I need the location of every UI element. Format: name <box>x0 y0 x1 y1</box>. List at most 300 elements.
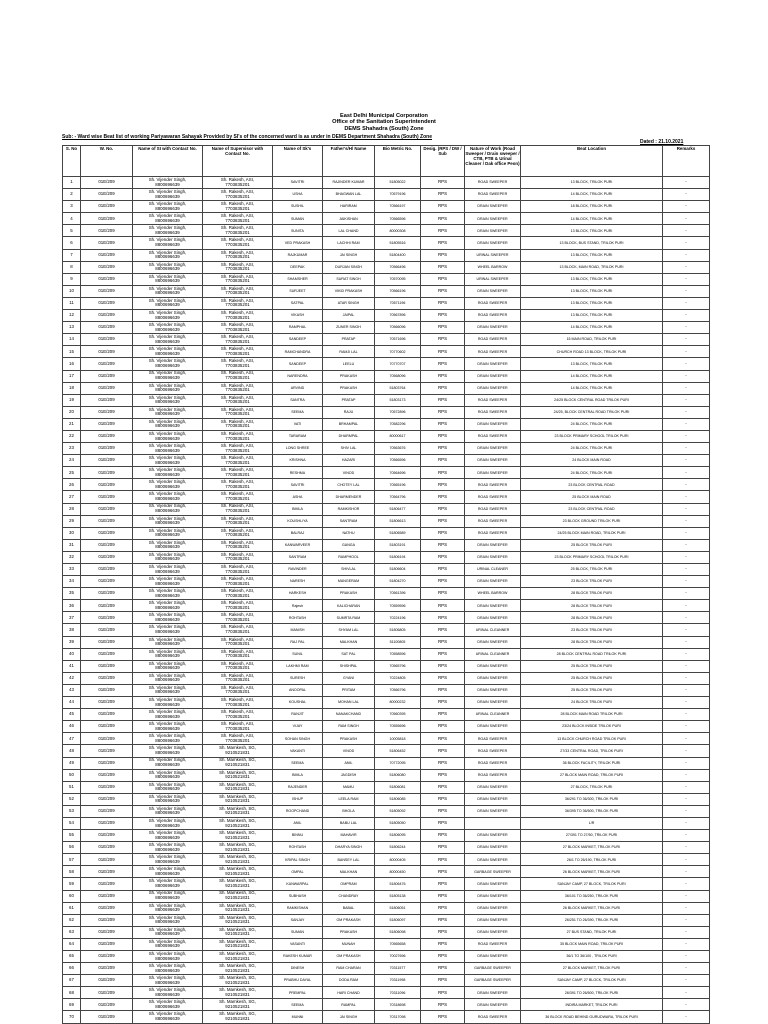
designation-cell-text: RPS <box>437 735 448 741</box>
beat-location-cell-text: 36/395 TO 36/500, TRILOK PURI <box>564 809 619 814</box>
supervisor-cell-text: Sh. Rakesh, ASI, <box>220 189 255 195</box>
father-name-cell-text: JAIKISHAN <box>339 216 358 221</box>
nature-of-work-cell-text: ROAD SWEEPER <box>477 180 508 185</box>
father-name-cell <box>323 285 375 297</box>
biometric-cell-text: 70772095 <box>389 760 406 765</box>
father-name-cell-text: ATAR SINGH <box>337 301 360 306</box>
remarks-cell <box>663 745 710 757</box>
father-name-cell-text: RAMKISHOR <box>337 506 360 511</box>
ward-no-cell-text: 01E/209 <box>98 687 115 693</box>
nature-of-work-cell <box>465 999 521 1011</box>
sk-name-cell <box>273 914 323 926</box>
supervisor-cell-text: Sh. Rakesh, ASI, <box>220 297 255 303</box>
nature-of-work-cell <box>465 636 521 648</box>
nature-of-work-cell-text: DRAIN SWEEPER <box>477 603 508 608</box>
supervisor-cell-text: Sh. Mamkesh, SG, <box>219 950 256 956</box>
sk-name-cell-text: PREMPAL <box>289 990 306 995</box>
serial-no-cell-text: 48 <box>69 747 74 753</box>
ward-no-cell-text: 01E/209 <box>98 590 115 596</box>
serial-no-cell-text: 4 <box>70 215 73 221</box>
remarks-cell-text: - <box>685 735 687 741</box>
remarks-cell-text: - <box>685 904 687 910</box>
designation-cell-text: RPS <box>437 1013 448 1019</box>
si-cell <box>133 334 203 346</box>
si-cell <box>133 443 203 455</box>
nature-of-work-cell-text: DRAIN SWEEPER <box>477 724 508 729</box>
sk-name-cell-text: KANWARPAL <box>286 881 309 886</box>
supervisor-cell <box>203 660 273 672</box>
nature-of-work-cell-text: ROAD SWEEPER <box>477 530 508 535</box>
biometric-cell <box>375 805 421 817</box>
remarks-cell-text: - <box>685 1013 687 1019</box>
sk-name-cell <box>273 672 323 684</box>
remarks-cell <box>663 249 710 261</box>
nature-of-work-cell <box>465 926 521 938</box>
beat-location-cell <box>521 394 663 406</box>
designation-cell-text: RPS <box>437 481 448 487</box>
remarks-cell <box>663 527 710 539</box>
si-cell <box>133 636 203 648</box>
sk-name-cell <box>273 951 323 963</box>
serial-no-cell-text: 51 <box>69 783 74 789</box>
biometric-cell-text: 51806051 <box>389 905 406 910</box>
supervisor-cell <box>203 721 273 733</box>
remarks-cell <box>663 793 710 805</box>
nature-of-work-cell-text: DRAIN SWEEPER <box>477 784 508 789</box>
remarks-cell-text: - <box>685 276 687 281</box>
si-cell-text: 8800696639 <box>155 544 180 550</box>
designation-cell-text: RPS <box>437 433 448 439</box>
table-row <box>63 527 710 539</box>
table-row <box>63 515 710 527</box>
si-cell-text: Sh. Vijender Singh, <box>148 709 187 715</box>
nature-of-work-cell-text: DRAIN SWEEPER <box>477 361 508 366</box>
designation-cell <box>421 588 465 600</box>
sk-name-cell-text: SEEMA <box>291 410 304 415</box>
remarks-cell <box>663 987 710 999</box>
biometric-cell-text: 70571196 <box>389 301 406 306</box>
ward-no-cell <box>81 322 133 334</box>
ward-no-cell <box>81 769 133 781</box>
supervisor-cell-text: 9210521831 <box>225 919 250 925</box>
si-cell <box>133 285 203 297</box>
nature-of-work-cell-text: GARBAGE SWEEPER <box>474 978 511 983</box>
serial-no-cell-text: 27 <box>69 493 74 499</box>
serial-no-cell <box>63 346 81 358</box>
beat-location-cell <box>521 418 663 430</box>
nature-of-work-cell-text: ROAD SWEEPER <box>477 760 508 765</box>
designation-cell-text: RPS <box>437 288 448 294</box>
supervisor-cell-text: 9210521831 <box>225 1016 250 1022</box>
father-name-cell <box>323 975 375 987</box>
table-row <box>63 213 710 225</box>
serial-no-cell-text: 26 <box>69 481 74 487</box>
designation-cell-text: RPS <box>437 820 448 826</box>
remarks-cell <box>663 467 710 479</box>
designation-cell-text: RPS <box>437 590 448 596</box>
si-cell-text: 8800696639 <box>155 375 180 381</box>
remarks-cell <box>663 648 710 660</box>
ward-no-cell-text: 01E/209 <box>98 796 115 802</box>
table-row <box>63 237 710 249</box>
serial-no-cell-text: 3 <box>70 203 73 209</box>
sk-name-cell <box>273 697 323 709</box>
designation-cell-text: RPS <box>437 783 448 789</box>
father-name-cell-text: LEELU <box>342 361 355 366</box>
ward-no-cell <box>81 975 133 987</box>
biometric-cell-text: 80000232 <box>389 700 406 705</box>
si-cell <box>133 418 203 430</box>
father-name-cell-text: RAM SINGH <box>338 724 359 729</box>
ward-no-cell <box>81 394 133 406</box>
si-cell <box>133 394 203 406</box>
biometric-cell <box>375 358 421 370</box>
designation-cell <box>421 854 465 866</box>
father-name-cell-text: DURJAN SINGH <box>335 264 362 269</box>
si-cell-text: 8800696639 <box>155 423 180 429</box>
supervisor-cell-text: 7703835201 <box>225 266 250 272</box>
ward-no-cell-text: 01E/209 <box>98 1013 115 1019</box>
remarks-cell <box>663 418 710 430</box>
si-cell <box>133 491 203 503</box>
sk-name-cell-text: KOUSHAL <box>288 700 307 705</box>
beat-location-cell-text: 24 BLOCK, TRILOK PURI <box>570 470 613 475</box>
sk-name-cell <box>273 890 323 902</box>
father-name-cell-text: SHIVLAL <box>341 567 356 572</box>
supervisor-cell <box>203 539 273 551</box>
beat-location-cell <box>521 745 663 757</box>
beat-location-cell <box>521 527 663 539</box>
designation-cell-text: RPS <box>437 203 448 209</box>
nature-of-work-cell-text: URINAL CLEANNER <box>475 651 510 656</box>
nature-of-work-cell <box>465 890 521 902</box>
biometric-cell-text: 70224196 <box>389 615 406 620</box>
father-name-cell-text: LEELA RAM <box>338 797 359 802</box>
beat-location-cell-text: 27/33 CENTRAL ROAD, TRILOK PURI <box>560 748 623 753</box>
supervisor-cell-text: 7703835201 <box>225 350 250 356</box>
supervisor-cell <box>203 527 273 539</box>
father-name-cell <box>323 914 375 926</box>
ward-no-cell <box>81 285 133 297</box>
designation-cell <box>421 660 465 672</box>
ward-no-cell <box>81 926 133 938</box>
si-cell-text: Sh. Vijender Singh, <box>148 745 187 751</box>
beat-location-cell <box>521 842 663 854</box>
remarks-cell <box>663 576 710 588</box>
beat-location-cell <box>521 346 663 358</box>
father-name-cell <box>323 503 375 515</box>
biometric-cell <box>375 467 421 479</box>
supervisor-cell-text: Sh. Rakesh, ASI, <box>220 382 255 388</box>
biometric-cell <box>375 249 421 261</box>
sk-name-cell <box>273 684 323 696</box>
si-cell-text: 8800696639 <box>155 943 180 949</box>
nature-of-work-cell <box>465 273 521 285</box>
si-cell <box>133 890 203 902</box>
supervisor-cell <box>203 624 273 636</box>
remarks-cell-text: - <box>685 251 687 257</box>
supervisor-cell-text: 7703835201 <box>225 471 250 477</box>
si-cell-text: Sh. Vijender Singh, <box>148 503 187 509</box>
supervisor-cell <box>203 648 273 660</box>
si-cell-text: 8800696639 <box>155 810 180 816</box>
nature-of-work-cell <box>465 672 521 684</box>
father-name-cell-text: SHIV LAL <box>340 446 357 451</box>
designation-cell <box>421 285 465 297</box>
sk-name-cell-text: RAMKISHAN <box>286 905 309 910</box>
supervisor-cell <box>203 249 273 261</box>
ward-no-cell-text: 01E/209 <box>98 638 115 644</box>
ward-no-cell-text: 01E/209 <box>98 336 115 342</box>
table-row <box>63 721 710 733</box>
remarks-cell <box>663 878 710 890</box>
ward-no-cell <box>81 636 133 648</box>
table-row <box>63 551 710 563</box>
supervisor-cell <box>203 322 273 334</box>
si-cell-text: 8800696639 <box>155 483 180 489</box>
biometric-cell <box>375 830 421 842</box>
supervisor-cell-text: Sh. Mamkesh, SG, <box>219 817 256 823</box>
table-row <box>63 830 710 842</box>
ward-no-cell-text: 01E/209 <box>98 288 115 294</box>
supervisor-cell-text: Sh. Mamkesh, SG, <box>219 902 256 908</box>
serial-no-cell-text: 41 <box>69 663 74 668</box>
designation-cell <box>421 914 465 926</box>
father-name-cell <box>323 455 375 467</box>
si-cell <box>133 467 203 479</box>
dated-line: Dated : 21.10.2021 <box>640 139 684 145</box>
si-cell <box>133 588 203 600</box>
nature-of-work-cell-text: WHEEL BARROW <box>477 264 508 269</box>
serial-no-cell-text: 53 <box>69 808 74 814</box>
si-cell-text: 8800696639 <box>155 907 180 913</box>
remarks-cell-text: - <box>685 796 687 802</box>
supervisor-cell-text: 7703835201 <box>225 604 250 610</box>
sk-name-cell-text: HARKESH <box>288 591 307 596</box>
si-cell-text: Sh. Vijender Singh, <box>148 842 187 848</box>
si-cell <box>133 503 203 515</box>
table-row <box>63 624 710 636</box>
beat-location-cell <box>521 334 663 346</box>
sk-name-cell <box>273 370 323 382</box>
sk-name-cell-text: NARENDRA <box>287 373 308 378</box>
father-name-cell <box>323 1011 375 1023</box>
si-cell <box>133 346 203 358</box>
si-cell-text: Sh. Vijender Singh, <box>148 999 187 1005</box>
nature-of-work-cell-text: ROAD SWEEPER <box>477 397 508 402</box>
si-cell-text: Sh. Vijender Singh, <box>148 648 187 654</box>
supervisor-cell-text: Sh. Rakesh, ASI, <box>220 249 255 255</box>
si-cell-text: 8800696639 <box>155 278 180 284</box>
father-name-cell-text: MALKHAN <box>339 869 358 874</box>
table-row <box>63 177 710 189</box>
designation-cell-text: RPS <box>437 191 448 197</box>
serial-no-cell-text: 32 <box>69 554 74 560</box>
sk-name-cell <box>273 636 323 648</box>
sk-name-cell <box>273 322 323 334</box>
table-row <box>63 878 710 890</box>
beat-location-cell <box>521 636 663 648</box>
biometric-cell <box>375 926 421 938</box>
beat-location-cell-text: SANJAY CAMP, 27 BLOCK, TRILOK PURI <box>557 978 626 983</box>
supervisor-cell-text: Sh. Mamkesh, SG, <box>219 769 256 775</box>
biometric-cell <box>375 370 421 382</box>
table-row <box>63 963 710 975</box>
supervisor-cell-text: 7703835201 <box>225 314 250 320</box>
nature-of-work-cell <box>465 854 521 866</box>
remarks-cell <box>663 539 710 551</box>
ward-no-cell <box>81 491 133 503</box>
beat-location-cell <box>521 551 663 563</box>
beat-location-cell-text: 28 BLOCK TRILOK PURI <box>571 639 612 644</box>
sk-name-cell-text: SANTRA <box>290 397 305 402</box>
ward-no-cell-text: 01E/209 <box>98 904 115 910</box>
remarks-cell-text: - <box>685 687 687 693</box>
remarks-cell <box>663 757 710 769</box>
sk-name-cell <box>273 817 323 829</box>
nature-of-work-cell <box>465 418 521 430</box>
sk-name-cell-text: NARESH <box>290 579 305 584</box>
biometric-cell <box>375 854 421 866</box>
biometric-cell-text: 51805022 <box>389 180 406 185</box>
remarks-cell-text: - <box>685 263 687 269</box>
father-name-cell-text: MUNAH <box>341 942 356 947</box>
designation-cell <box>421 418 465 430</box>
supervisor-cell <box>203 697 273 709</box>
father-name-cell-text: ANIL <box>344 760 353 765</box>
father-name-cell-text: BANSEY LAL <box>337 857 360 862</box>
nature-of-work-cell-text: DRAIN SWEEPER <box>477 373 508 378</box>
serial-no-cell-text: 24 <box>69 457 74 463</box>
designation-cell-text: RPS <box>437 578 448 584</box>
sk-name-cell <box>273 999 323 1011</box>
si-cell-text: 8800696639 <box>155 641 180 647</box>
father-name-cell-text: PRAKASH <box>339 591 358 596</box>
remarks-cell-text: - <box>685 808 687 814</box>
biometric-cell-text: 70565796 <box>389 664 406 668</box>
si-cell-text: Sh. Vijender Singh, <box>148 902 187 908</box>
father-name-cell <box>323 370 375 382</box>
beat-location-cell-text: 36/291 TO 36/300, TRILOK PURI <box>564 797 619 802</box>
ward-no-cell <box>81 406 133 418</box>
father-name-cell-text: OMPRAM <box>340 881 357 886</box>
si-cell-text: Sh. Vijender Singh, <box>148 273 187 279</box>
biometric-cell <box>375 890 421 902</box>
nature-of-work-cell <box>465 866 521 878</box>
biometric-cell <box>375 757 421 769</box>
ward-no-cell-text: 01E/209 <box>98 1001 115 1007</box>
beat-location-cell-text: 26 BLOCK MARKET, TRILOK PURI <box>562 905 621 910</box>
ward-no-cell <box>81 890 133 902</box>
serial-no-cell-text: 67 <box>69 977 74 983</box>
supervisor-cell <box>203 467 273 479</box>
remarks-cell <box>663 225 710 237</box>
remarks-cell <box>663 975 710 987</box>
supervisor-cell <box>203 237 273 249</box>
supervisor-cell <box>203 672 273 684</box>
father-name-cell-text: PRAKASH <box>339 930 358 935</box>
nature-of-work-cell-text: URINAL CLEANNER <box>475 627 510 632</box>
remarks-cell-text: - <box>685 215 687 221</box>
ward-no-cell <box>81 201 133 213</box>
si-cell-text: Sh. Vijender Singh, <box>148 491 187 497</box>
supervisor-cell <box>203 225 273 237</box>
si-cell-text: 8800696639 <box>155 592 180 598</box>
supervisor-cell-text: Sh. Rakesh, ASI, <box>220 491 255 497</box>
supervisor-cell-text: 7703835201 <box>225 713 250 719</box>
biometric-cell <box>375 866 421 878</box>
sk-name-cell-text: SANDEEP <box>288 337 307 342</box>
sk-name-cell-text: MUNNI <box>291 1014 304 1019</box>
biometric-cell-text: 51806613 <box>389 518 406 523</box>
ward-no-cell <box>81 938 133 950</box>
si-cell-text: 8800696639 <box>155 217 180 223</box>
biometric-cell-text: 70558596 <box>389 651 406 656</box>
remarks-cell <box>663 914 710 926</box>
supervisor-cell <box>203 273 273 285</box>
serial-no-cell-text: 34 <box>69 578 74 584</box>
nature-of-work-cell <box>465 624 521 636</box>
biometric-cell-text: 80000405 <box>389 857 406 862</box>
table-row <box>63 467 710 479</box>
remarks-cell-text: - <box>685 638 687 644</box>
nature-of-work-cell <box>465 334 521 346</box>
designation-cell-text: RPS <box>437 892 448 898</box>
beat-location-cell <box>521 672 663 684</box>
supervisor-cell-text: 7703835201 <box>225 205 250 211</box>
biometric-cell <box>375 672 421 684</box>
supervisor-cell-text: 7703835201 <box>225 411 250 417</box>
designation-cell <box>421 757 465 769</box>
si-cell-text: 8800696639 <box>155 653 180 659</box>
si-cell-text: Sh. Vijender Singh, <box>148 769 187 775</box>
designation-cell <box>421 261 465 273</box>
beat-location-cell-text: 26/391 TO 26/500, TRILOK PURI <box>564 990 619 995</box>
supervisor-cell <box>203 503 273 515</box>
designation-cell <box>421 769 465 781</box>
si-cell-text: 8800696639 <box>155 229 180 235</box>
biometric-cell-text: 70560395 <box>389 712 406 717</box>
designation-cell <box>421 733 465 745</box>
father-name-cell <box>323 951 375 963</box>
nature-of-work-cell-text: DRAIN SWEEPER <box>477 446 508 451</box>
biometric-cell <box>375 177 421 189</box>
ward-no-cell <box>81 612 133 624</box>
sk-name-cell-text: VIJAY <box>292 724 303 729</box>
designation-cell-text: RPS <box>437 808 448 814</box>
biometric-cell <box>375 443 421 455</box>
father-name-cell <box>323 709 375 721</box>
si-cell <box>133 612 203 624</box>
biometric-cell <box>375 455 421 467</box>
serial-no-cell <box>63 225 81 237</box>
table-row <box>63 636 710 648</box>
serial-no-cell <box>63 975 81 987</box>
serial-no-cell-text: 42 <box>69 675 74 681</box>
supervisor-cell-text: 9210521831 <box>225 846 250 852</box>
ward-no-cell-text: 01E/209 <box>98 409 115 415</box>
biometric-cell-text: 70570095 <box>389 277 406 281</box>
designation-cell <box>421 938 465 950</box>
designation-cell-text: RPS <box>437 929 448 935</box>
sk-name-cell-text: ANOOPAL <box>288 688 307 693</box>
father-name-cell-text: RAMPAL <box>341 1002 356 1007</box>
father-name-cell <box>323 624 375 636</box>
biometric-cell-text: 70566796 <box>389 688 406 693</box>
beat-location-cell-text: 23 BLOCK CENTRAL ROAD <box>568 506 615 511</box>
father-name-cell-text: MANGERAM <box>337 579 360 584</box>
serial-no-cell-text: 54 <box>69 820 74 826</box>
